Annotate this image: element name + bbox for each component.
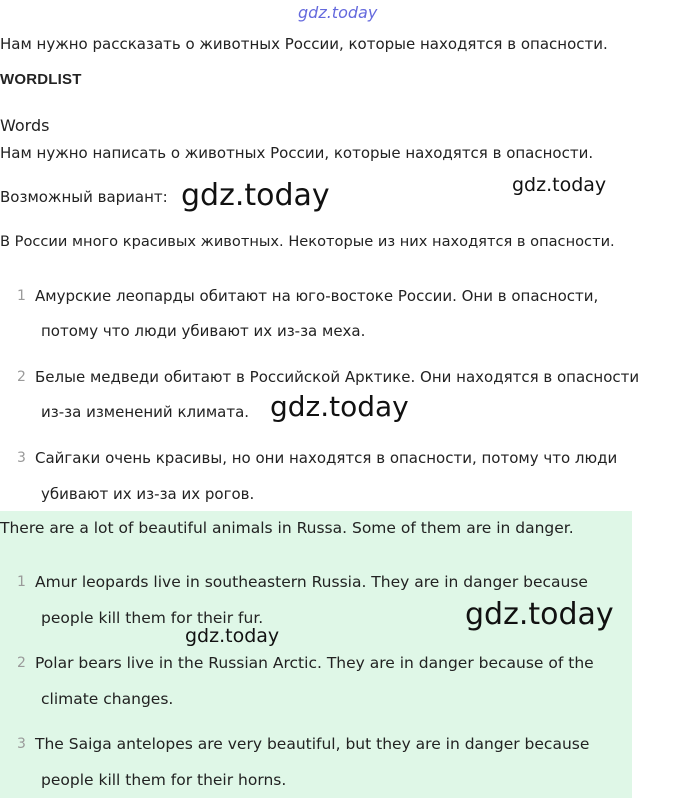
ru-item-line: Белые медведи обитают в Российской Арктике. Они находятся в опасности — [35, 368, 640, 386]
ru-item-line: Сайгаки очень красивы, но они находятся в опасности, потому что люди — [35, 449, 618, 467]
en-item-line: Polar bears live in the Russian Arctic. They are in danger because of the — [35, 654, 594, 672]
watermark-en-big: gdz.today — [465, 597, 614, 632]
watermark-en-small: gdz.today — [185, 625, 280, 647]
ru-item-number: 3 — [17, 450, 26, 466]
watermark-variant: gdz.today — [181, 178, 330, 213]
words-label: Words — [0, 116, 50, 135]
en-item-number: 2 — [17, 655, 26, 671]
intro-text: Нам нужно рассказать о животных России, которые находятся в опасности. — [0, 35, 608, 53]
en-item-number: 3 — [17, 736, 26, 752]
task-text: Нам нужно написать о животных России, которые находятся в опасности. — [0, 144, 594, 162]
en-item-line: The Saiga antelopes are very beautiful, but they are in danger because — [35, 735, 590, 753]
watermark-ru-item: gdz.today — [270, 390, 409, 423]
variant-label: Возможный вариант: — [0, 188, 168, 206]
ru-item-line: из-за изменений климата. — [41, 403, 250, 421]
en-item-line: Amur leopards live in southeastern Russia. They are in danger because — [35, 573, 588, 591]
ru-lead: В России много красивых животных. Некоторые из них находятся в опасности. — [0, 233, 615, 250]
en-item-line: climate changes. — [41, 690, 174, 708]
en-item-line: people kill them for their fur. — [41, 609, 264, 627]
ru-item-number: 2 — [17, 369, 26, 385]
en-item-line: people kill them for their horns. — [41, 771, 287, 789]
watermark-variant-right: gdz.today — [512, 174, 607, 196]
en-item-number: 1 — [17, 574, 26, 590]
wordlist-heading: WORDLIST — [0, 71, 82, 88]
ru-item-number: 1 — [17, 288, 26, 304]
ru-item-line: убивают их из-за их рогов. — [41, 485, 255, 503]
ru-item-line: потому что люди убивают их из-за меха. — [41, 322, 366, 340]
watermark-top: gdz.today — [298, 3, 378, 22]
en-lead: There are a lot of beautiful animals in Russa. Some of them are in danger. — [0, 519, 574, 537]
ru-item-line: Амурские леопарды обитают на юго-востоке России. Они в опасности, — [35, 287, 599, 305]
